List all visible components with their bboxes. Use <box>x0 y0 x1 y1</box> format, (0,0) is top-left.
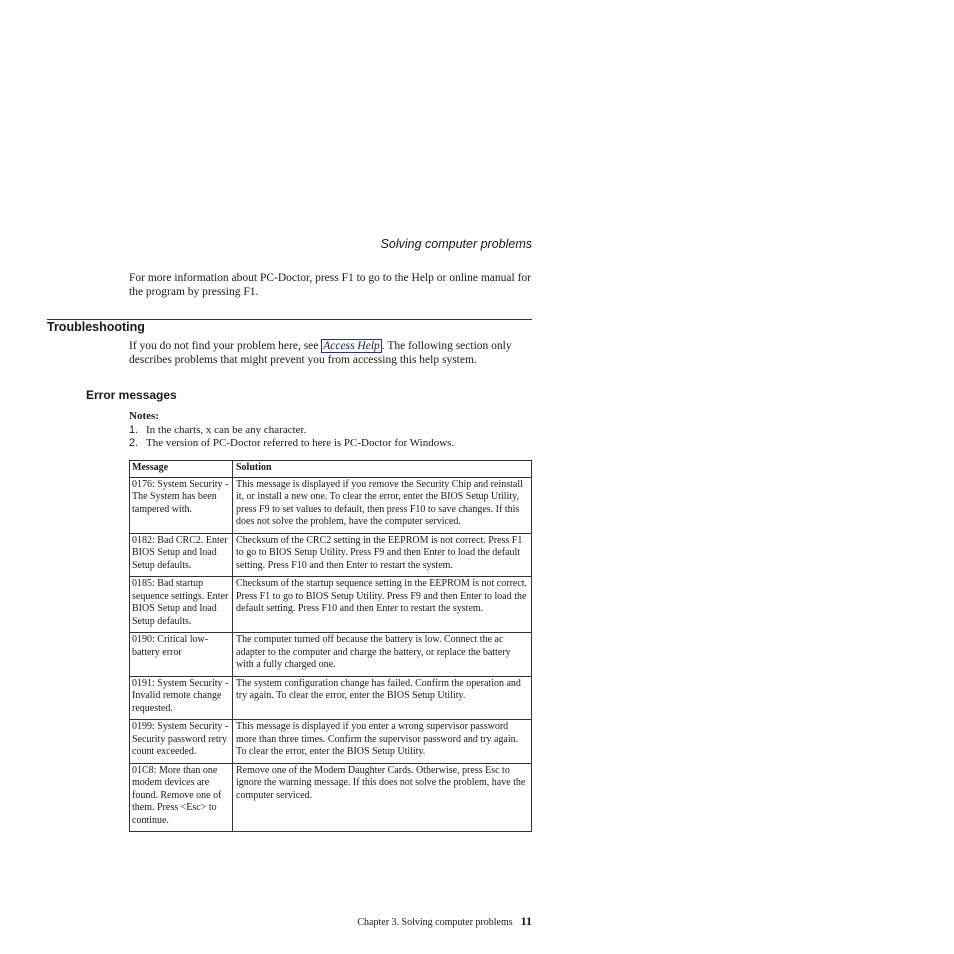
intro-paragraph: For more information about PC-Doctor, press F1 to go to the Help or online manual for the program by pressing F1. <box>129 272 531 298</box>
troubleshooting-text-after: . The following section only describes problems that might prevent you from accessing this help system. <box>129 340 512 366</box>
solution-cell: The system configuration change has failed. Confirm the operation and try again. To clear the error, enter the BIOS Setup Utility. <box>233 676 532 720</box>
table-row <box>130 763 532 832</box>
column-header-solution: Solution <box>233 461 532 478</box>
message-cell: 0185: Bad startup sequence settings. Enter BIOS Setup and load Setup defaults. <box>130 577 233 633</box>
note-item <box>129 437 532 451</box>
troubleshooting-paragraph <box>129 340 532 367</box>
note-text: The version of PC-Doctor referred to here is PC-Doctor for Windows. <box>146 437 455 449</box>
error-messages-heading: Error messages <box>86 388 177 402</box>
solution-cell: This message is displayed if you enter a wrong supervisor password more than three times. Confirm the supervisor password and try again. To clear the error, enter the BIOS Setup Utility. <box>233 720 532 764</box>
table-row <box>130 577 532 633</box>
table-row <box>130 533 532 577</box>
troubleshooting-text-before: If you do not find your problem here, see <box>129 340 322 352</box>
table-row <box>130 676 532 720</box>
troubleshooting-heading: Troubleshooting <box>47 320 145 334</box>
solution-cell: The computer turned off because the battery is low. Connect the ac adapter to the computer and charge the battery, or replace the battery with a fully charged one. <box>233 633 532 677</box>
page-number: 11 <box>520 914 532 928</box>
solution-cell: Checksum of the startup sequence setting in the EEPROM is not correct. Press F1 to go to BIOS Setup Utility. Press F9 and then Enter to load the default setting. Press F10 and then Enter to restart the system. <box>233 577 532 633</box>
note-number: 1. <box>129 423 139 436</box>
notes-list <box>129 424 532 451</box>
note-text: In the charts, x can be any character. <box>146 423 307 436</box>
error-messages-table <box>129 460 532 832</box>
message-cell: 0191: System Security - Invalid remote change requested. <box>130 676 233 720</box>
solution-cell: This message is displayed if you remove the Security Chip and reinstall it, or install a new one. To clear the error, enter the BIOS Setup Utility, press F9 to set values to default, then press F10 to save changes. If this does not solve the problem, have the computer serviced. <box>233 477 532 533</box>
table-row <box>130 720 532 764</box>
table-row <box>130 633 532 677</box>
table-row <box>130 477 532 533</box>
column-header-message: Message <box>130 461 233 478</box>
table-header-row <box>130 461 532 478</box>
message-cell: 01C8: More than one modem devices are found. Remove one of them. Press <Esc> to continue. <box>130 763 233 832</box>
message-cell: 0190: Critical low-battery error <box>130 633 233 677</box>
page-footer <box>300 914 532 929</box>
running-head: Solving computer problems <box>380 237 532 251</box>
footer-chapter: Chapter 3. Solving computer problems <box>357 917 513 928</box>
message-cell: 0182: Bad CRC2. Enter BIOS Setup and load Setup defaults. <box>130 533 233 577</box>
solution-cell: Checksum of the CRC2 setting in the EEPROM is not correct. Press F1 to go to BIOS Setup Utility. Press F9 and then Enter to load the default setting. Press F10 and then Enter to restart the system. <box>233 533 532 577</box>
solution-cell: Remove one of the Modem Daughter Cards. Otherwise, press Esc to ignore the warning message. If this does not solve the problem, have the computer serviced. <box>233 763 532 832</box>
notes-title: Notes: <box>129 410 159 422</box>
notes-block <box>129 410 532 451</box>
message-cell: 0199: System Security - Security password retry count exceeded. <box>130 720 233 764</box>
message-cell: 0176: System Security - The System has been tampered with. <box>130 477 233 533</box>
access-help-link[interactable]: Access Help <box>323 340 380 352</box>
note-number: 2. <box>129 437 139 449</box>
note-item <box>129 424 532 438</box>
